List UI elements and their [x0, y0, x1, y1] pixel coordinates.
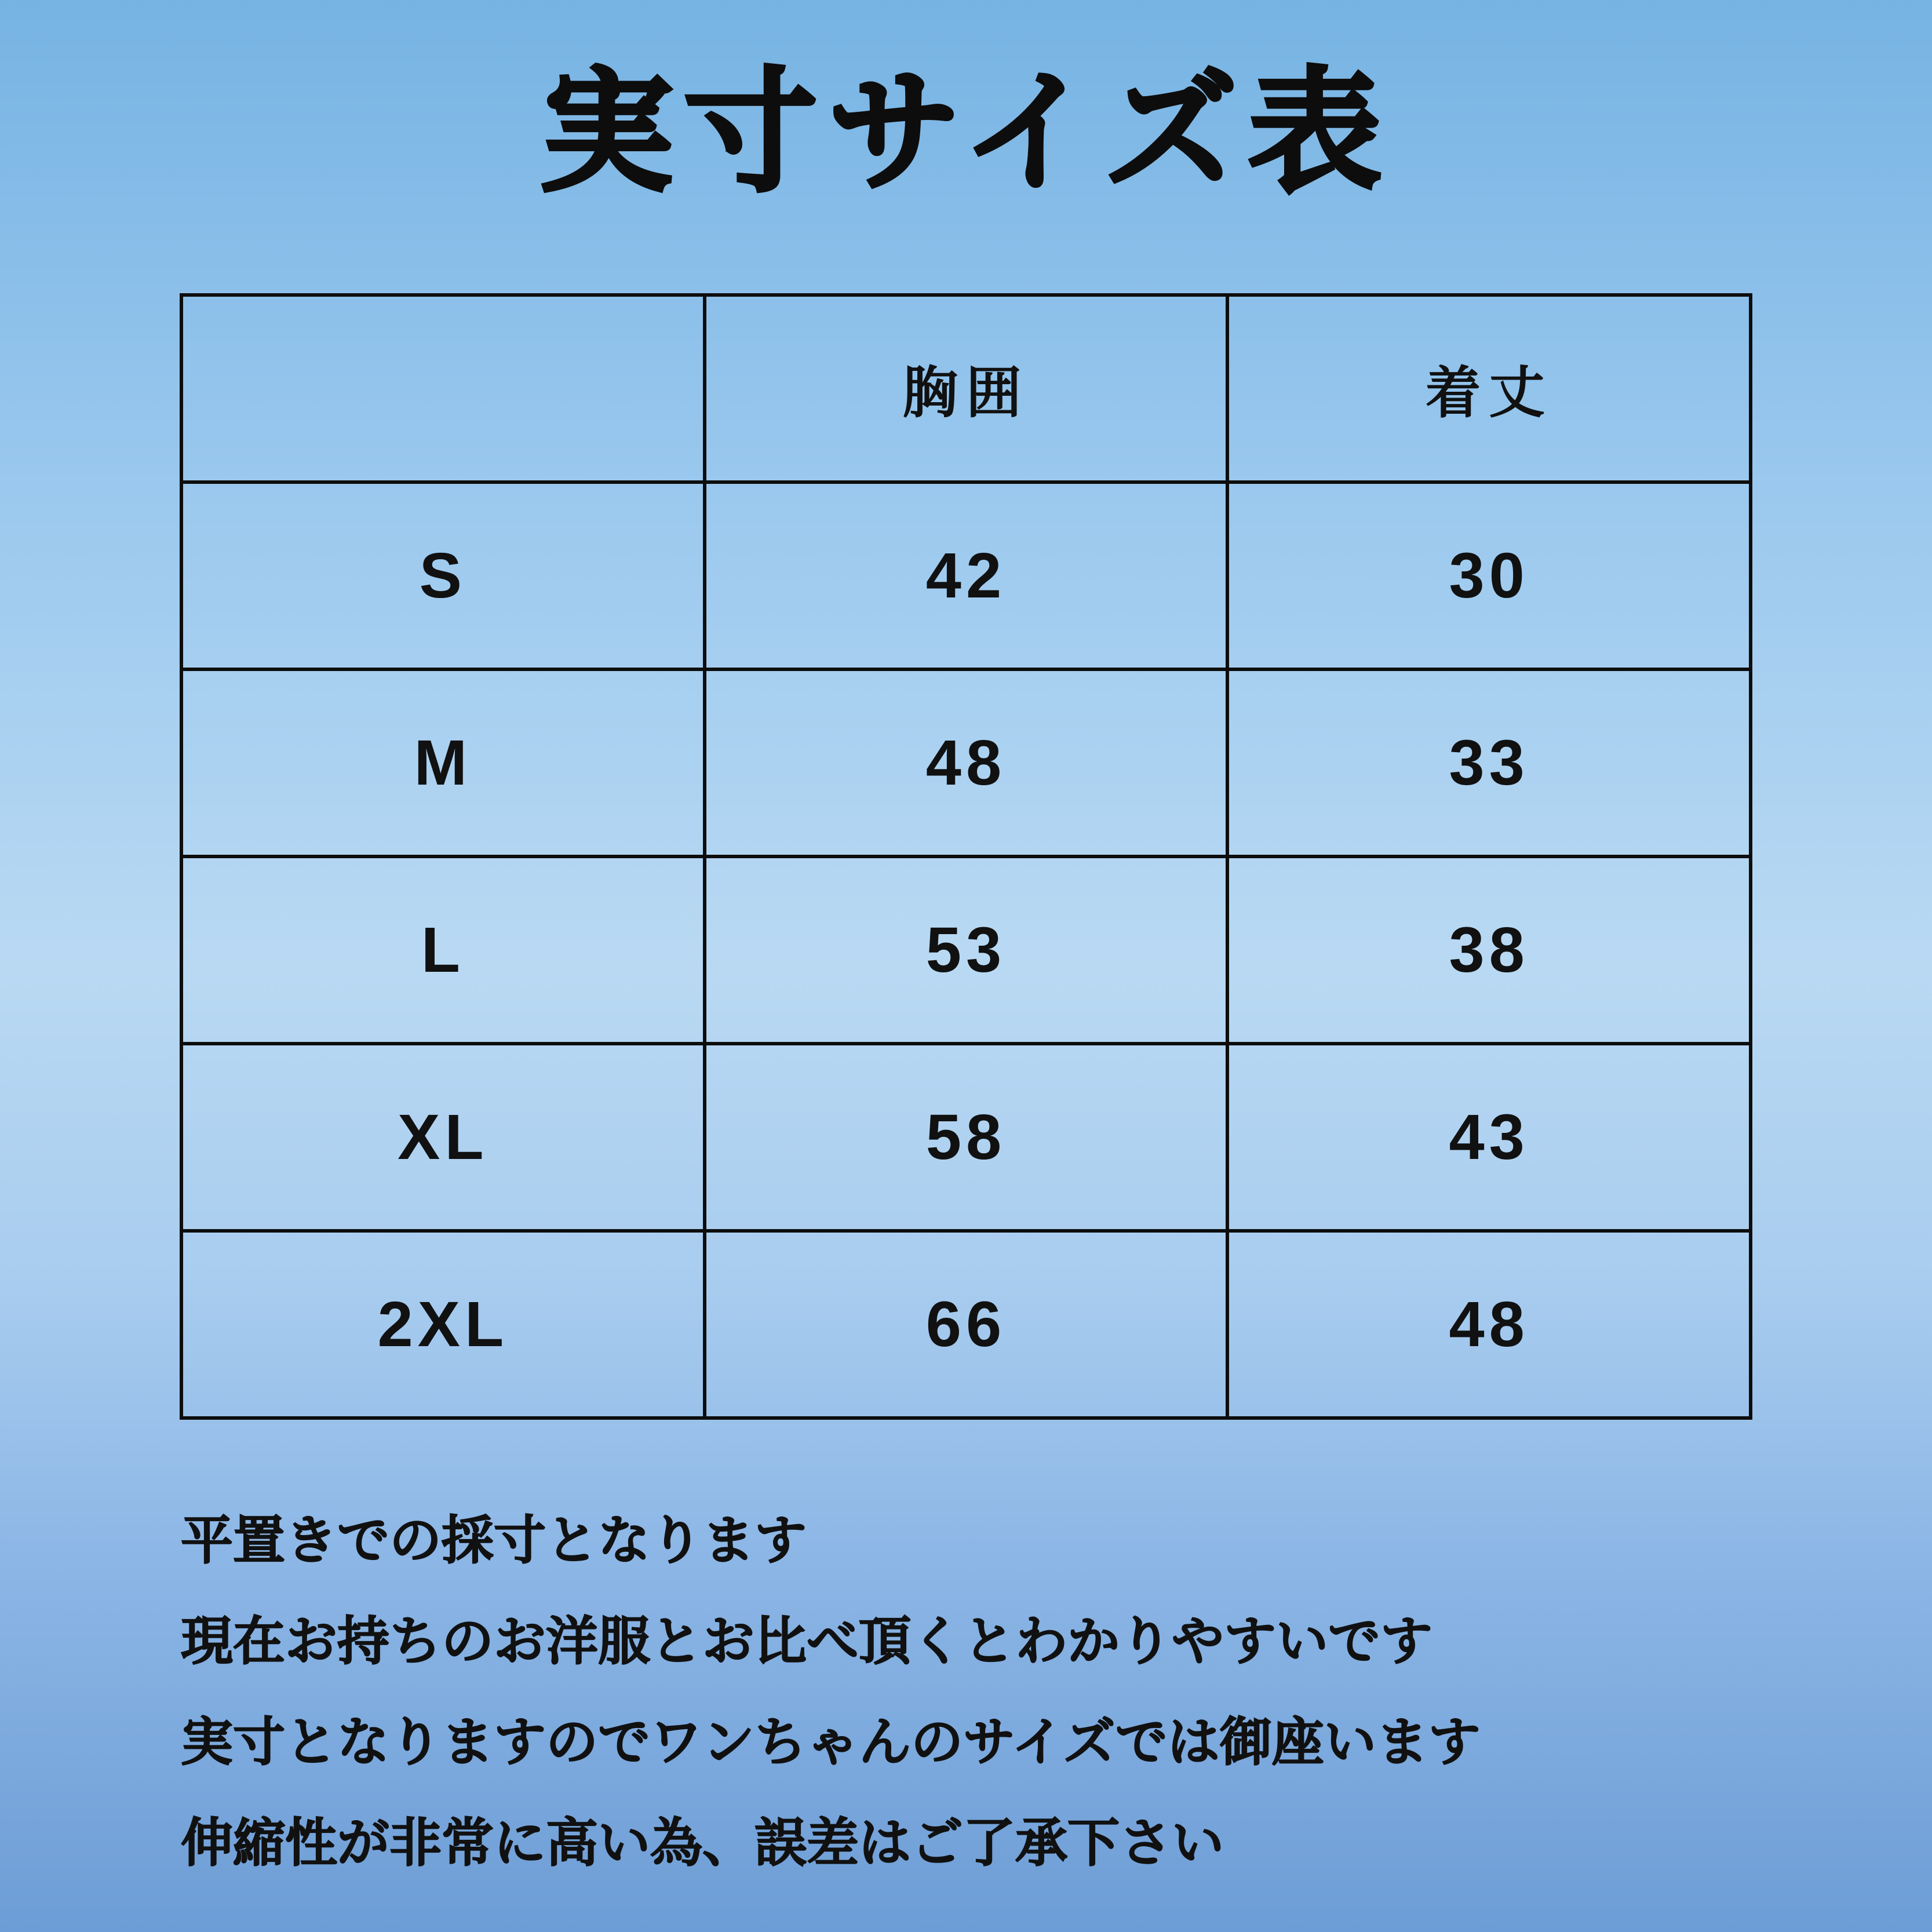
- note-compare-clothes: 現在お持ちのお洋服とお比べ頂くとわかりやすいです: [181, 1611, 1432, 1672]
- table-row: [181, 669, 1751, 856]
- header-cell-length: 着丈: [1227, 295, 1751, 482]
- length-cell: 38: [1227, 856, 1751, 1044]
- length-cell: 43: [1227, 1044, 1751, 1231]
- size-cell: L: [181, 856, 705, 1044]
- header-cell-chest: 胸囲: [705, 295, 1228, 482]
- note-actual-size: 実寸となりますのでワンちゃんのサイズでは御座います: [181, 1712, 1481, 1773]
- size-cell: M: [181, 669, 705, 856]
- chest-cell: 58: [705, 1044, 1228, 1231]
- table-row: [181, 1044, 1751, 1231]
- length-cell: 48: [1227, 1231, 1751, 1418]
- chest-cell: 53: [705, 856, 1228, 1044]
- note-stretch-tolerance: 伸縮性が非常に高い為、誤差はご了承下さい: [181, 1813, 1224, 1873]
- chest-cell: 48: [705, 669, 1228, 856]
- note-measurement-method: 平置きでの採寸となります: [181, 1510, 807, 1571]
- table-row: [181, 856, 1751, 1044]
- table-header-row: [181, 295, 1751, 482]
- header-cell-size: [181, 295, 705, 482]
- length-cell: 33: [1227, 669, 1751, 856]
- size-cell: 2XL: [181, 1231, 705, 1418]
- table-row: [181, 482, 1751, 669]
- size-cell: S: [181, 482, 705, 669]
- size-table: [180, 293, 1752, 1420]
- chest-cell: 42: [705, 482, 1228, 669]
- size-cell: XL: [181, 1044, 705, 1231]
- chest-cell: 66: [705, 1231, 1228, 1418]
- page-title: 実寸サイズ表: [540, 56, 1392, 210]
- length-cell: 30: [1227, 482, 1751, 669]
- table-row: [181, 1231, 1751, 1418]
- notes-section: [181, 1490, 1803, 1894]
